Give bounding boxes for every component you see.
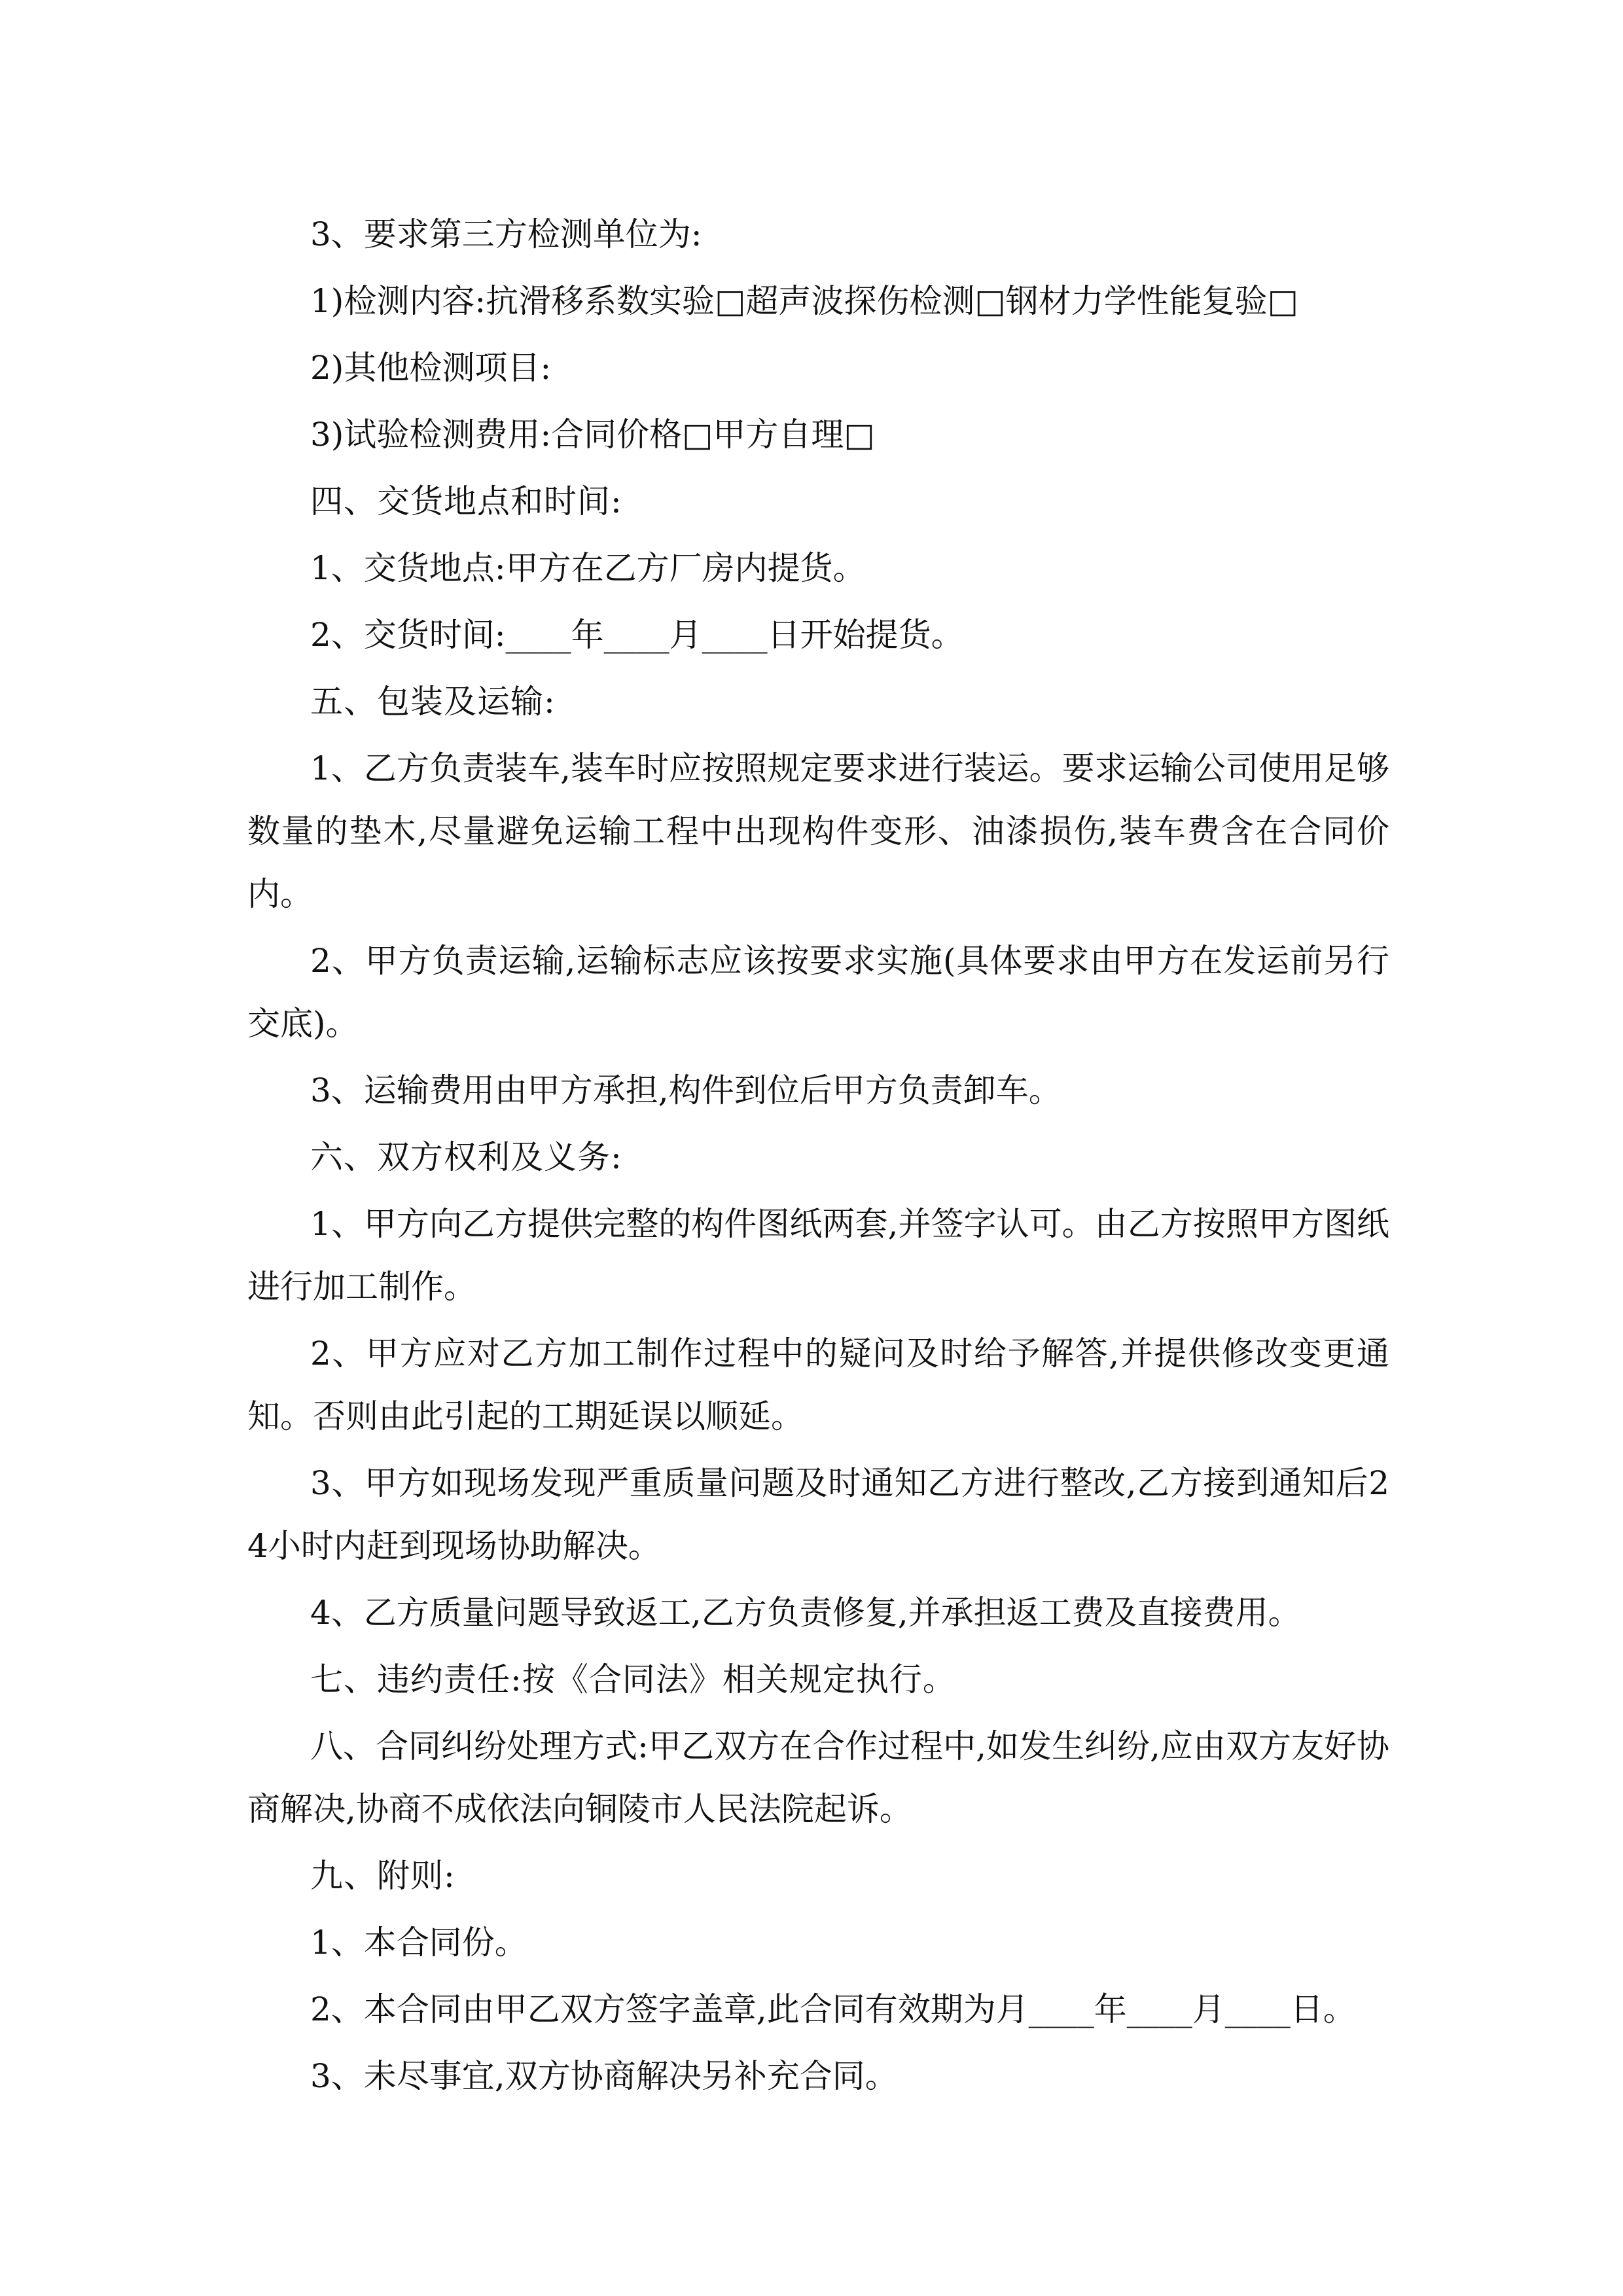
paragraph-3-third-party-inspection: 3、要求第三方检测单位为:: [310, 215, 702, 253]
paragraph-questions: 2、甲方应对乙方加工制作过程中的疑问及时给予解答,并提供修改变更通知。否则由此引起的工期延误以顺延。: [247, 1335, 1389, 1435]
section-heading-packaging: 五、包装及运输:: [310, 683, 556, 721]
document-body: [247, 203, 1389, 2111]
paragraph-other-inspection: 2)其他检测项目:: [310, 349, 552, 387]
paragraph-copies: 1、本合同份。: [310, 1924, 527, 1962]
section-heading-appendix: 九、附则:: [310, 1857, 455, 1895]
section-heading-rights: 六、双方权利及义务:: [310, 1138, 622, 1176]
paragraph-delivery-time: 2、交货时间:____年____月____日开始提货。: [310, 616, 964, 654]
paragraph-transport-cost: 3、运输费用由甲方承担,构件到位后甲方负责卸车。: [310, 1071, 1061, 1109]
paragraph-loading: 1、乙方负责装车,装车时应按照规定要求进行装运。要求运输公司使用足够数量的垫木,尽量避免运输工程中出现构件变形、油漆损伤,装车费含在合同价内。: [247, 749, 1389, 913]
paragraph-inspection-fee: 3)试验检测费用:合同价格□甲方自理□: [310, 416, 875, 454]
section-heading-disputes: 八、合同纠纷处理方式:甲乙双方在合作过程中,如发生纠纷,应由双方友好协商解决,协商不成依法向铜陵市人民法院起诉。: [247, 1727, 1389, 1828]
paragraph-transport: 2、甲方负责运输,运输标志应该按要求实施(具体要求由甲方在发运前另行交底)。: [247, 942, 1389, 1043]
paragraph-supplementary: 3、未尽事宜,双方协商解决另补充合同。: [310, 2057, 898, 2095]
section-heading-delivery: 四、交货地点和时间:: [310, 482, 622, 520]
paragraph-validity: 2、本合同由甲乙双方签字盖章,此合同有效期为月____年____月____日。: [310, 1990, 1356, 2028]
paragraph-inspection-content: 1)检测内容:抗滑移系数实验□超声波探伤检测□钢材力学性能复验□: [310, 282, 1298, 320]
paragraph-drawings: 1、甲方向乙方提供完整的构件图纸两套,并签字认可。由乙方按照甲方图纸进行加工制作。: [247, 1205, 1389, 1306]
paragraph-rework: 4、乙方质量问题导致返工,乙方负责修复,并承担返工费及直接费用。: [310, 1594, 1301, 1632]
paragraph-quality-issues: 3、甲方如现场发现严重质量问题及时通知乙方进行整改,乙方接到通知后24小时内赶到现场协助解决。: [247, 1464, 1389, 1565]
paragraph-delivery-location: 1、交货地点:甲方在乙方厂房内提货。: [310, 549, 866, 587]
section-heading-liability: 七、违约责任:按《合同法》相关规定执行。: [310, 1660, 956, 1698]
